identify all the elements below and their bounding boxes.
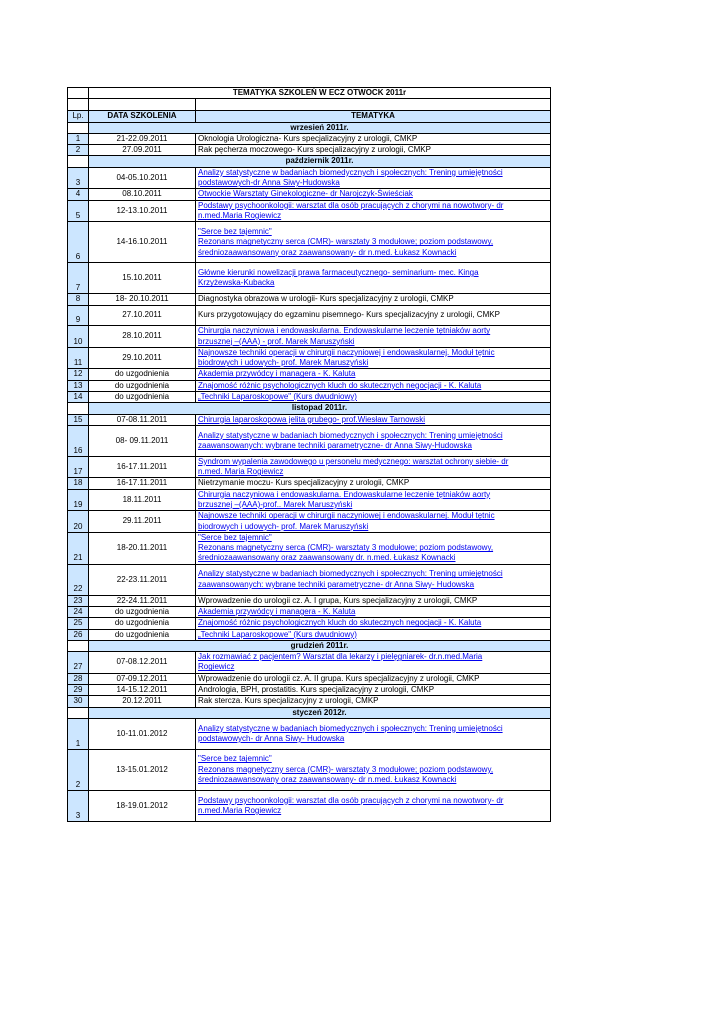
training-date: 29.10.2011 xyxy=(89,347,196,369)
table-row xyxy=(68,425,551,456)
month-header: listopad 2011r. xyxy=(89,403,551,414)
training-date: do uzgodnienia xyxy=(89,618,196,629)
table-row xyxy=(68,369,551,380)
table-row xyxy=(68,414,551,425)
row-number: 1 xyxy=(68,718,89,749)
row-number: 17 xyxy=(68,456,89,478)
table-row xyxy=(68,200,551,222)
table-row xyxy=(68,326,551,348)
training-topic-link[interactable] xyxy=(196,511,551,533)
topic-line[interactable]: Analizy statystyczne w badaniach biomedycznych i społecznych: Trening umiejętności xyxy=(198,723,503,733)
training-topic xyxy=(196,294,551,305)
training-date: 07-08.12.2011 xyxy=(89,652,196,674)
training-date: 22-24.11.2011 xyxy=(89,595,196,606)
month-header: grudzień 2011r. xyxy=(89,640,551,651)
training-topic-link[interactable] xyxy=(196,564,551,595)
topic-line[interactable]: "Serce bez tajemnic" xyxy=(198,532,272,542)
training-topic-link[interactable] xyxy=(196,652,551,674)
topic-line: Oknologia Urologiczna- Kurs specjalizacyjny z urologii, CMKP xyxy=(198,133,418,143)
table-row xyxy=(68,145,551,156)
row-number: 21 xyxy=(68,532,89,564)
table-row xyxy=(68,718,551,749)
training-topic xyxy=(196,673,551,684)
training-topic-link[interactable] xyxy=(196,380,551,391)
row-number: 14 xyxy=(68,392,89,403)
topic-line[interactable]: Analizy statystyczne w badaniach biomedycznych i społecznych: Trening umiejętności xyxy=(198,430,503,440)
topic-line[interactable]: Akademia przywódcy i managera - K. Kaluta xyxy=(198,369,356,379)
training-topic-link[interactable] xyxy=(196,489,551,511)
month-row xyxy=(68,707,551,718)
topic-line[interactable]: Chirurgia naczyniowa i endowaskularna. Endowaskularne leczenie tętniaków aorty xyxy=(198,489,491,499)
table-row xyxy=(68,456,551,478)
header-lp: Lp. xyxy=(68,111,89,122)
training-topic xyxy=(196,685,551,696)
row-number: 9 xyxy=(68,305,89,326)
month-row xyxy=(68,122,551,133)
topic-line: Rak stercza. Kurs specjalizacyjny z urologii, CMKP xyxy=(198,696,379,706)
topic-line[interactable]: "Serce bez tajemnic" xyxy=(198,754,272,764)
row-number: 12 xyxy=(68,369,89,380)
training-date: 12-13.10.2011 xyxy=(89,200,196,222)
title-row xyxy=(68,88,551,99)
training-date: 13-15.01.2012 xyxy=(89,749,196,790)
topic-line: Wprowadzenie do urologii cz. A. I grupa, Kurs specjalizacyjny z urologii, CMKP xyxy=(198,595,478,605)
training-topic-link[interactable] xyxy=(196,606,551,617)
table-row xyxy=(68,189,551,200)
topic-line: Andrologia, BPH, prostatitis. Kurs specjalizacyjny z urologii, CMKP xyxy=(198,685,435,695)
table-row xyxy=(68,294,551,305)
topic-line[interactable]: zaawansowanych: wybrane techniki parametryczne- dr Anna Siwy- Hudowska xyxy=(198,579,475,589)
header-date: DATA SZKOLENIA xyxy=(89,111,196,122)
table-row xyxy=(68,791,551,822)
topic-line[interactable]: podstawowych-dr Anna Siwy-Hudowska xyxy=(198,178,340,188)
training-date: 18- 20.10.2011 xyxy=(89,294,196,305)
spacer-row xyxy=(68,99,551,111)
training-date: 27.10.2011 xyxy=(89,305,196,326)
topic-line[interactable]: Analizy statystyczne w badaniach biomedycznych i społecznych: Trening umiejętności xyxy=(198,167,503,177)
topic-line[interactable]: Znajomość różnic psychologicznych kluch do skutecznych negocjacji - K. Kaluta xyxy=(198,618,482,628)
month-row xyxy=(68,640,551,651)
table-row xyxy=(68,652,551,674)
training-date: 10-11.01.2012 xyxy=(89,718,196,749)
training-topic-link[interactable] xyxy=(196,347,551,369)
topic-line[interactable]: średniozaawansowany oraz zaawansowany dr. n.med. Łukasz Kownacki xyxy=(198,553,456,563)
row-number: 26 xyxy=(68,629,89,640)
table-row xyxy=(68,511,551,533)
table-row xyxy=(68,263,551,294)
topic-line[interactable]: „Techniki Laparoskopowe" (Kurs dwudniowy) xyxy=(198,629,357,639)
table-row xyxy=(68,222,551,263)
table-row xyxy=(68,167,551,189)
training-topic-link[interactable] xyxy=(196,167,551,189)
topic-line[interactable]: Podstawy psychoonkologii: warsztat dla osób pracujących z chorymi na nowotwory- dr xyxy=(198,200,504,210)
month-row xyxy=(68,156,551,167)
training-date: 27.09.2011 xyxy=(89,145,196,156)
training-topic-link[interactable] xyxy=(196,369,551,380)
training-date: 07-08.11.2011 xyxy=(89,414,196,425)
training-topic-link[interactable] xyxy=(196,532,551,564)
training-date: 21-22.09.2011 xyxy=(89,133,196,144)
training-topic-link[interactable] xyxy=(196,263,551,294)
training-date: 18.11.2011 xyxy=(89,489,196,511)
table-row xyxy=(68,133,551,144)
table-row xyxy=(68,618,551,629)
row-number: 30 xyxy=(68,696,89,707)
row-number: 4 xyxy=(68,189,89,200)
topic-line[interactable]: Rogiewicz xyxy=(198,662,235,672)
training-date: do uzgodnienia xyxy=(89,380,196,391)
training-date: 16-17.11.2011 xyxy=(89,478,196,489)
topic-line[interactable]: podstawowych- dr Anna Siwy- Hudowska xyxy=(198,733,345,743)
topic-line[interactable]: Rezonans magnetyczny serca (CMR)- warsztaty 3 modułowe; poziom podstawowy, xyxy=(198,237,494,247)
training-date: 20.12.2011 xyxy=(89,696,196,707)
table-row xyxy=(68,489,551,511)
month-header: październik 2011r. xyxy=(89,156,551,167)
table-row xyxy=(68,595,551,606)
training-topic-link[interactable] xyxy=(196,791,551,822)
topic-line[interactable]: średniozaawansowany oraz zaawansowany- dr n.med. Łukasz Kownacki xyxy=(198,247,457,257)
table-row xyxy=(68,606,551,617)
topic-line[interactable]: biodrowych i udowych- prof. Marek Maruszyński xyxy=(198,358,369,368)
topic-line[interactable]: Rezonans magnetyczny serca (CMR)- warsztaty 3 modułowe; poziom podstawowy, xyxy=(198,764,494,774)
training-topic-link[interactable] xyxy=(196,222,551,263)
training-date: 07-09.12.2011 xyxy=(89,673,196,684)
topic-line[interactable]: n.med.Maria Rogiewicz xyxy=(198,210,282,220)
training-topic xyxy=(196,478,551,489)
topic-line[interactable]: Krzyżewska-Kubacka xyxy=(198,278,275,288)
row-number: 6 xyxy=(68,222,89,263)
row-number: 18 xyxy=(68,478,89,489)
training-topic xyxy=(196,145,551,156)
topic-line[interactable]: brzusznej –(AAA) - prof. Marek Maruszyński xyxy=(198,336,355,346)
topic-line[interactable]: Analizy statystyczne w badaniach biomedycznych i społecznych: Trening umiejętności xyxy=(198,569,503,579)
row-number: 7 xyxy=(68,263,89,294)
topic-line[interactable]: średniozaawansowany oraz zaawansowany- dr n.med. Łukasz Kownacki xyxy=(198,775,457,785)
row-number: 13 xyxy=(68,380,89,391)
topic-line[interactable]: „Techniki Laparoskopowe" (Kurs dwudniowy) xyxy=(198,392,357,402)
topic-line[interactable]: Najnowsze techniki operacji w chirurgii naczyniowej i endowaskularnej. Moduł tętnic xyxy=(198,347,495,357)
training-topic xyxy=(196,696,551,707)
training-date: 14-15.12.2011 xyxy=(89,685,196,696)
table-row xyxy=(68,347,551,369)
topic-line: Kurs przygotowujący do egzaminu pisemnego- Kurs specjalizacyjny z urologii, CMKP xyxy=(198,310,500,320)
row-number: 27 xyxy=(68,652,89,674)
topic-line[interactable]: Otwockie Warsztaty Ginekologiczne- dr Narojczyk-Świeściak xyxy=(198,189,413,199)
topic-line[interactable]: Syndrom wypalenia zawodowego u personelu medycznego: warsztat ochrony siebie- dr xyxy=(198,456,509,466)
topic-line[interactable]: Znajomość różnic psychologicznych kluch do skutecznych negocjacji - K. Kaluta xyxy=(198,380,482,390)
table-row xyxy=(68,392,551,403)
table-row xyxy=(68,380,551,391)
topic-line[interactable]: biodrowych i udowych- prof. Marek Maruszyński xyxy=(198,521,369,531)
row-number: 20 xyxy=(68,511,89,533)
header-topic: TEMATYKA xyxy=(196,111,551,122)
training-date: 29.11.2011 xyxy=(89,511,196,533)
row-number: 10 xyxy=(68,326,89,348)
topic-line[interactable]: n.med. Maria Rogiewicz xyxy=(198,467,284,477)
row-number: 19 xyxy=(68,489,89,511)
row-number: 16 xyxy=(68,425,89,456)
training-date: do uzgodnienia xyxy=(89,606,196,617)
table-row xyxy=(68,673,551,684)
topic-line: Diagnostyka obrazowa w urologii- Kurs specjalizacyjny z urologii, CMKP xyxy=(198,294,454,304)
training-date: 18-20.11.2011 xyxy=(89,532,196,564)
table-row xyxy=(68,696,551,707)
header-row xyxy=(68,111,551,122)
topic-line[interactable]: Chirurgia laparoskopowa jelita grubego- prof.Wiesław Tarnowski xyxy=(198,414,426,424)
training-date: do uzgodnienia xyxy=(89,369,196,380)
row-number: 15 xyxy=(68,414,89,425)
topic-line[interactable]: Akademia przywódcy i managera - K. Kaluta xyxy=(198,606,356,616)
topic-line[interactable]: Jak rozmawiać z pacjentem? Warsztat dla lekarzy i pielęgniarek- dr.n.med.Maria xyxy=(198,652,483,662)
topic-line: Rak pęcherza moczowego- Kurs specjalizacyjny z urologii, CMKP xyxy=(198,145,431,155)
training-topic-link[interactable] xyxy=(196,618,551,629)
row-number: 1 xyxy=(68,133,89,144)
sheet-title: TEMATYKA SZKOLEŃ W ECZ OTWOCK 2011r xyxy=(89,88,551,99)
topic-line[interactable]: Główne kierunki nowelizacji prawa farmaceutycznego- seminarium- mec. Kinga xyxy=(198,268,479,278)
training-date: 04-05.10.2011 xyxy=(89,167,196,189)
training-date: 16-17.11.2011 xyxy=(89,456,196,478)
table-row xyxy=(68,685,551,696)
month-header: wrzesień 2011r. xyxy=(89,122,551,133)
row-number: 2 xyxy=(68,749,89,790)
table-row xyxy=(68,478,551,489)
training-date: 22-23.11.2011 xyxy=(89,564,196,595)
month-row xyxy=(68,403,551,414)
row-number: 5 xyxy=(68,200,89,222)
table-row xyxy=(68,305,551,326)
training-topic-link[interactable] xyxy=(196,456,551,478)
row-number: 8 xyxy=(68,294,89,305)
row-number: 2 xyxy=(68,145,89,156)
row-number: 3 xyxy=(68,167,89,189)
row-number: 28 xyxy=(68,673,89,684)
month-header: styczeń 2012r. xyxy=(89,707,551,718)
row-number: 29 xyxy=(68,685,89,696)
training-topic-link[interactable] xyxy=(196,326,551,348)
row-number: 22 xyxy=(68,564,89,595)
training-topic-link[interactable] xyxy=(196,189,551,200)
topic-line[interactable]: Chirurgia naczyniowa i endowaskularna. Endowaskularne leczenie tętniaków aorty xyxy=(198,326,491,336)
topic-line[interactable]: Najnowsze techniki operacji w chirurgii naczyniowej i endowaskularnej. Moduł tętnic xyxy=(198,511,495,521)
table-row xyxy=(68,532,551,564)
training-topic-link[interactable] xyxy=(196,629,551,640)
training-date: 08.10.2011 xyxy=(89,189,196,200)
training-topic xyxy=(196,305,551,326)
row-number: 3 xyxy=(68,791,89,822)
topic-line: Wprowadzenie do urologii cz. A. II grupa. Kurs specjalizacyjny z urologii, CMKP xyxy=(198,673,480,683)
training-date: 15.10.2011 xyxy=(89,263,196,294)
row-number: 25 xyxy=(68,618,89,629)
training-topic-link[interactable] xyxy=(196,200,551,222)
training-topic-link[interactable] xyxy=(196,749,551,790)
table-row xyxy=(68,629,551,640)
training-date: 28.10.2011 xyxy=(89,326,196,348)
row-number: 24 xyxy=(68,606,89,617)
training-topic-link[interactable] xyxy=(196,718,551,749)
training-schedule-table xyxy=(67,87,551,822)
topic-line: Nietrzymanie moczu- Kurs specjalizacyjny z urologii, CMKP xyxy=(198,478,410,488)
table-row xyxy=(68,564,551,595)
training-topic-link[interactable] xyxy=(196,414,551,425)
training-date: do uzgodnienia xyxy=(89,392,196,403)
training-date: 14-16.10.2011 xyxy=(89,222,196,263)
training-topic xyxy=(196,595,551,606)
topic-line[interactable]: n.med.Maria Rogiewicz xyxy=(198,805,282,815)
row-number: 23 xyxy=(68,595,89,606)
topic-line[interactable]: brzusznej –(AAA)-prof.. Marek Maruszyński xyxy=(198,499,353,509)
table-row xyxy=(68,749,551,790)
training-date: 08- 09.11.2011 xyxy=(89,425,196,456)
training-topic-link[interactable] xyxy=(196,425,551,456)
topic-line[interactable]: zaawansowanych: wybrane techniki parametryczne- dr Anna Siwy-Hudowska xyxy=(198,440,472,450)
training-date: 18-19.01.2012 xyxy=(89,791,196,822)
training-topic-link[interactable] xyxy=(196,392,551,403)
training-date: do uzgodnienia xyxy=(89,629,196,640)
topic-line[interactable]: "Serce bez tajemnic" xyxy=(198,226,272,236)
topic-line[interactable]: Podstawy psychoonkologii: warsztat dla osób pracujących z chorymi na nowotwory- dr xyxy=(198,795,504,805)
topic-line[interactable]: Rezonans magnetyczny serca (CMR)- warsztaty 3 modułowe; poziom podstawowy, xyxy=(198,543,494,553)
training-topic xyxy=(196,133,551,144)
row-number: 11 xyxy=(68,347,89,369)
